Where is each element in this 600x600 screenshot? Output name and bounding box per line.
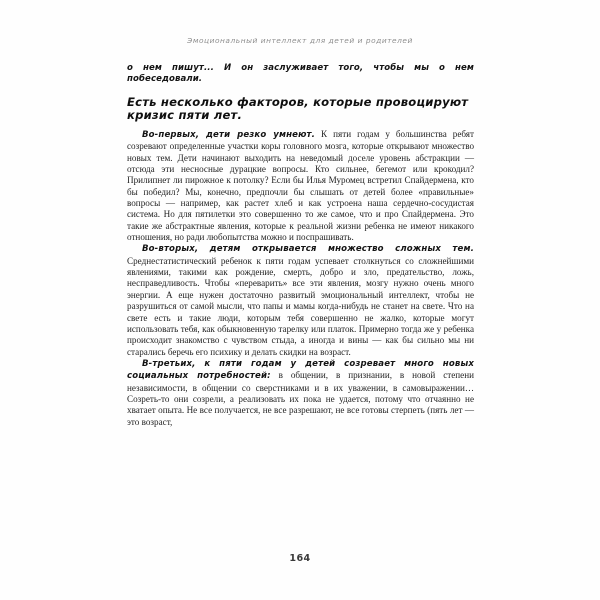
page-number: 164 [289,553,311,564]
opening-paragraph: о нем пишут... И он заслуживает того, чтобы мы о нем побеседовали. [127,63,474,85]
paragraph-second-lead: Во-вторых, детям открывается множество сложных тем. [142,244,474,255]
paragraph-first-text: К пяти годам у большинства ребят созревают определенные участки коры головного мозга, которые открывают множество новых тем. Дети начинают выходить на неведомый доселе уровень абстракции — отсюда эти несносные дурацкие вопросы. Кто сильнее, бегемот или крокодил? Прилипнет ли пирожное к потолку? Если бы Илья Муромец встретил Спайдермена, кто бы победил? Мы, конечно, предпочли бы слышать от детей более «правильные» вопросы — например, как растет хлеб и как устроена наша сердечно-сосудистая система. Но для пятилетки это совершенно то же самое, что и про Спайдермена. Это такие же абстрактные явления, которые к реальной жизни ребенка не имеют никакого отношения, но ради любопытства можно и поспрашивать. [127,129,474,243]
paragraph-first-lead: Во-первых, дети резко умнеют. [142,130,316,140]
paragraph-second-text: Среднестатистический ребенок к пяти годам успевает столкнуться со сложнейшими явлениями, такими как рождение, смерть, добро и зло, предательство, ложь, несправедливость. Чтобы «переварить» все эти явления, мозгу нужно очень много энергии. А еще нужен достаточно развитый эмоциональный интеллект, чтобы не разрушиться от самой мысли, что папы и мамы когда-нибудь не станет на свете. Что на свете есть и такие люди, которым тебя совершенно не жалко, которые могут использовать тебя, как обыкновенную тарелку или платок. Примерно тогда же у ребенка происходит знакомство с чувством стыда, а иногда и вины — как бы сильно мы ни старались беречь его психику и делать скидки на возраст. [127,255,474,357]
paragraph-third-lead: В-третьих, к пяти годам у детей созревает много новых социальных потребностей: [127,358,474,382]
paragraph-first [127,129,474,243]
text-column [127,63,474,428]
paragraph-second [127,243,474,357]
section-heading: Есть несколько факторов, которые провоцируют кризис пяти лет. [127,94,469,123]
running-head: Эмоциональный интеллект для детей и родителей [187,36,413,45]
paragraph-third [127,358,474,428]
paragraph-third-text: в общении, в признании, в новой степени независимости, в общении со сверстниками и в их уважении, в самовыражении… Созреть-то они созрели, а реализовать их пока не удается, потому что отчаянно не хватает опыта. Не все получается, не все разрешают, не все готовы стерпеть (пять лет — это возраст, [127,370,474,427]
